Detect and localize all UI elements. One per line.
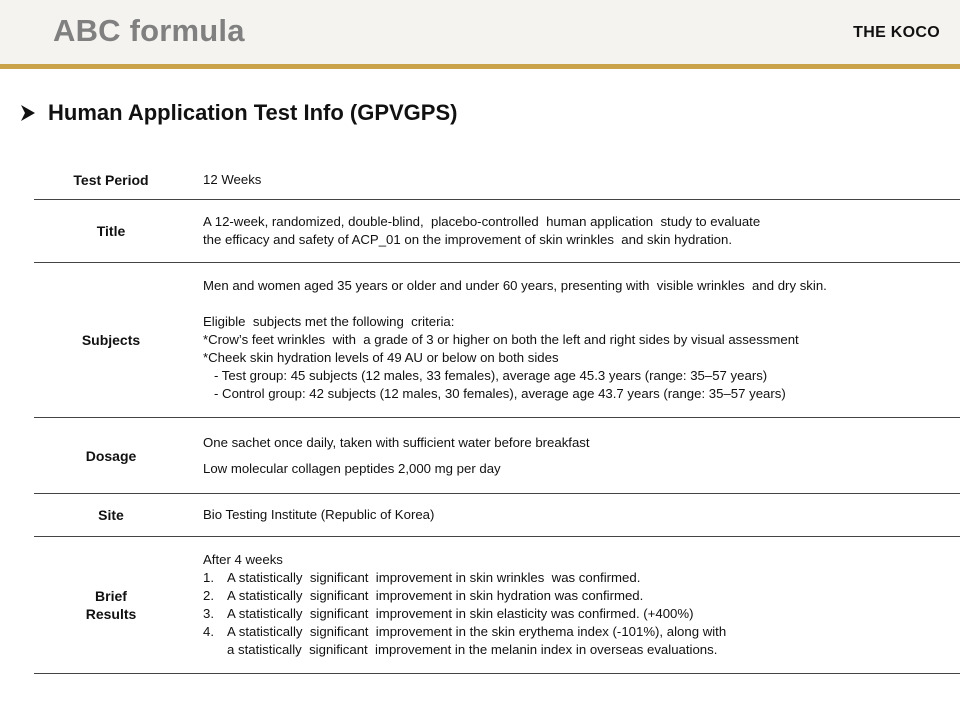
header-bar bbox=[0, 0, 960, 69]
list-text: A statistically significant improvement in the skin erythema index (-101%), along with a statistically significant improvement in the melanin index in overseas evaluations. bbox=[227, 624, 727, 657]
page-title: ABC formula bbox=[53, 13, 245, 48]
row-label-line: Brief bbox=[95, 588, 127, 604]
arrow-bullet-icon bbox=[20, 104, 36, 122]
section-title: Human Application Test Info (GPVGPS) bbox=[48, 100, 458, 125]
row-value bbox=[188, 200, 960, 263]
subjects-line: - Control group: 42 subjects (12 males, 30 females), average age 43.7 years (range: 35–57 years) bbox=[203, 386, 786, 401]
list-number: 3. bbox=[203, 606, 214, 621]
brand-logo: THE KOCO bbox=[853, 24, 940, 41]
row-label: Dosage bbox=[34, 418, 188, 494]
list-item bbox=[203, 623, 960, 659]
list-text: A statistically significant improvement in skin wrinkles was confirmed. bbox=[227, 570, 641, 585]
row-label: Subjects bbox=[34, 263, 188, 418]
list-item bbox=[203, 569, 960, 587]
list-item bbox=[203, 605, 960, 623]
subjects-line: *Crow’s feet wrinkles with a grade of 3 or higher on both the left and right sides by visual assessment bbox=[203, 332, 799, 347]
row-label: Test Period bbox=[34, 160, 188, 200]
table-row-title bbox=[34, 200, 960, 263]
results-heading: After 4 weeks bbox=[203, 552, 283, 567]
table-row-test-period bbox=[34, 160, 960, 200]
table-row-site bbox=[34, 494, 960, 537]
subjects-line: Eligible subjects met the following criteria: bbox=[203, 314, 455, 329]
table-row-subjects bbox=[34, 263, 960, 418]
row-value bbox=[188, 418, 960, 494]
table-row-dosage bbox=[34, 418, 960, 494]
row-label: Site bbox=[34, 494, 188, 537]
row-value: 12 Weeks bbox=[188, 160, 960, 200]
section-heading bbox=[20, 100, 457, 126]
list-text: A statistically significant improvement in skin hydration was confirmed. bbox=[227, 588, 644, 603]
title-line: A 12-week, randomized, double-blind, placebo-controlled human application study to evaluate bbox=[203, 214, 761, 229]
list-number: 1. bbox=[203, 570, 214, 585]
row-label-line: Results bbox=[85, 606, 137, 622]
list-number: 4. bbox=[203, 624, 214, 639]
title-line: the efficacy and safety of ACP_01 on the improvement of skin wrinkles and skin hydration. bbox=[203, 232, 733, 247]
dosage-line: One sachet once daily, taken with sufficient water before breakfast bbox=[203, 434, 590, 450]
row-value bbox=[188, 537, 960, 674]
row-label: Title bbox=[34, 200, 188, 263]
row-label bbox=[34, 537, 188, 674]
row-value bbox=[188, 263, 960, 418]
dosage-line: Low molecular collagen peptides 2,000 mg per day bbox=[203, 460, 501, 476]
test-info-table bbox=[34, 160, 960, 674]
subjects-line: *Cheek skin hydration levels of 49 AU or below on both sides bbox=[203, 350, 559, 365]
list-number: 2. bbox=[203, 588, 214, 603]
row-value: Bio Testing Institute (Republic of Korea) bbox=[188, 494, 960, 537]
subjects-line: - Test group: 45 subjects (12 males, 33 females), average age 45.3 years (range: 35–57 years) bbox=[203, 368, 768, 383]
list-text: A statistically significant improvement in skin elasticity was confirmed. (+400%) bbox=[227, 606, 694, 621]
table-row-brief-results bbox=[34, 537, 960, 674]
list-item bbox=[203, 587, 960, 605]
subjects-intro: Men and women aged 35 years or older and under 60 years, presenting with visible wrinkles and dry skin. bbox=[203, 278, 827, 293]
